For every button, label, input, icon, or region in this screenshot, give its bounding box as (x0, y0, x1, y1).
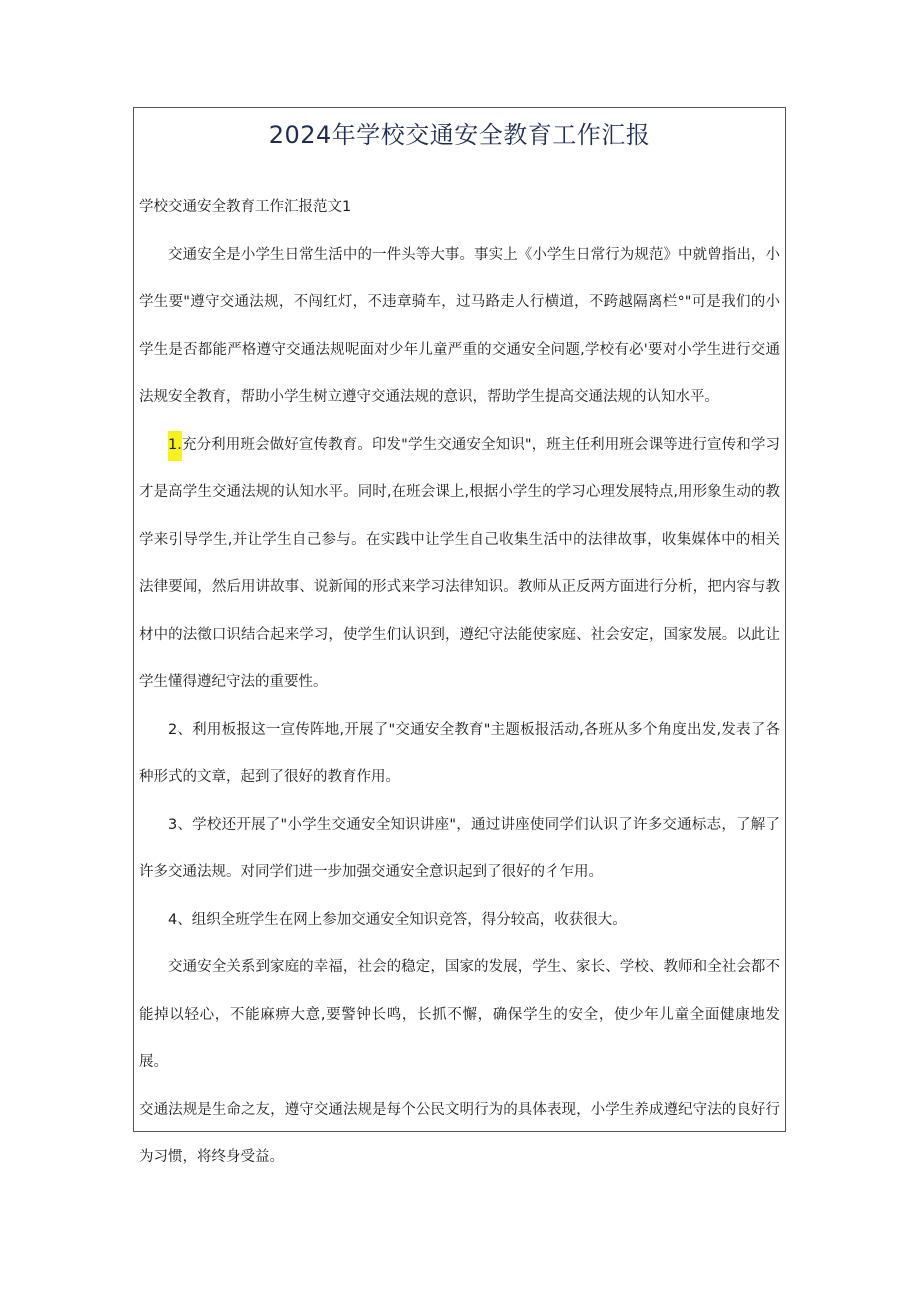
document-title: 2024年学校交通安全教育工作汇报 (268, 121, 651, 149)
document-body (139, 184, 780, 1182)
paragraph-closing: 交通法规是生命之友，遵守交通法规是每个公民文明行为的具体表现，小学生养成遵纪守法的良好行为习惯，将终身受益。 (139, 1101, 780, 1165)
paragraph-item-1 (139, 422, 780, 707)
paragraph-conclusion: 交通安全关系到家庭的幸福，社会的稳定，国家的发展，学生、家长、学校、教师和全社会都不能掉以轻心，不能麻痹大意,要警钟长鸣，长抓不懈，确保学生的安全，使少年儿童全面健康地发展。 (139, 959, 780, 1070)
highlighted-number-marker: 1. (168, 431, 182, 461)
paragraph-item-1-text: 充分利用班会做好宣传教育。印发"学生交通安全知识"，班主任利用班会课等进行宣传和学习才是高学生交通法规的认知水平。同时,在班会课上,根据小学生的学习心理发展特点,用形象生动的教学来引导学生,并让学生自己参与。在实践中让学生自己收集生活中的法律故事，收集媒体中的相关法律要闻，然后用讲故事、说新闻的形式来学习法律知识。教师从正反两方面进行分析，把内容与教材中的法徵口识结合起来学习，使学生们认识到，遵纪守法能使家庭、社会安定，国家发展。以此让学生懂得遵纪守法的重要性。 (139, 436, 780, 690)
paragraph-item-4: 4、组织全班学生在网上参加交通安全知识竞答，得分较高，收获很大。 (168, 911, 627, 928)
paragraph-item-2: 2、利用板报这一宣传阵地,开展了"交通安全教育"主题板报活动,各班从多个角度出发,发表了各种形式的文章，起到了很好的教育作用。 (139, 721, 780, 785)
section-subtitle: 学校交通安全教育工作汇报范文1 (139, 199, 352, 215)
paragraph-item-3: 3、学校还开展了"小学生交通安全知识讲座"，通过讲座使同学们认识了许多交通标志，了解了许多交通法规。对同学们进一步加强交通安全意识起到了很好的彳乍用。 (139, 816, 780, 880)
paragraph-intro: 交通安全是小学生日常生活中的一件头等大事。事实上《小学生日常行为规范》中就曾指出，小学生要"遵守交通法规，不闯红灯，不违章骑车，过马路走人行横道，不跨越隔离栏°"可是我们的小学生是否都能严格遵守交通法规呢面对少年儿童严重的交通安全问题,学校有必'要对小学生进行交通法规安全教育，帮助小学生树立遵守交通法规的意识，帮助学生提高交通法规的认知水平。 (139, 246, 780, 405)
document-frame (133, 107, 786, 1165)
